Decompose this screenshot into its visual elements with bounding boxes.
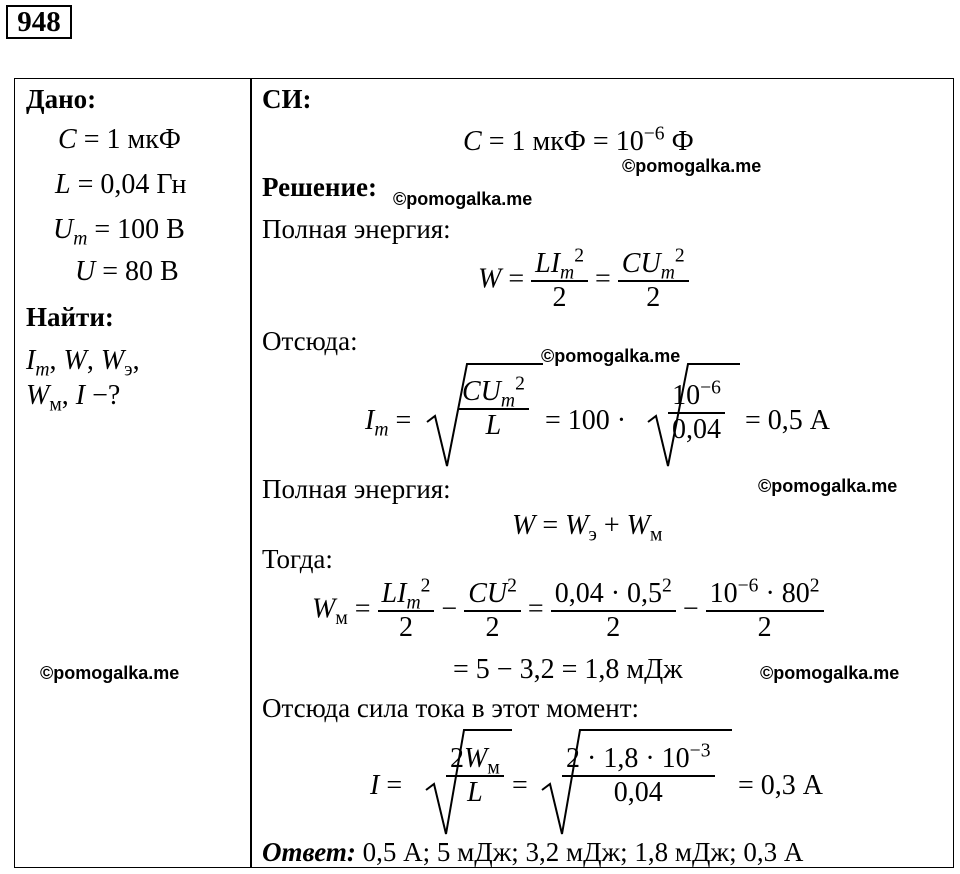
watermark: ©pomogalka.me [760,663,900,683]
answer-line [262,837,803,867]
watermark: ©pomogalka.me [758,476,898,496]
im-fraction: $\frac{CU_m^2}{L}$ [458,376,529,442]
equation-wm-result: = 5 − 3,2 = 1,8 мДж [453,654,683,685]
given-capacitance: C = 1 мкФ [58,124,181,155]
find-heading: Найти: [26,302,114,332]
i-result: = 0,3 А [738,770,824,801]
si-heading: СИ: [262,84,312,114]
im-rhs: = 100 · [545,405,627,436]
text-current: Отсюда сила тока в этот момент: [262,693,640,723]
watermark: ©pomogalka.me [40,663,180,683]
given-max-voltage: $U_m = 100$ В [53,214,185,250]
i-fraction: $\frac{2W_м}{L}$ [446,743,504,809]
answer-label: Ответ: [262,837,356,867]
problem-number: 948 [6,5,72,39]
im-result: = 0,5 А [745,405,831,436]
equation-energy: W = $\frac{LI_m^2}{2}$ = $\frac{CU_m^2}{2}$ [478,248,689,314]
watermark: ©pomogalka.me [622,156,762,176]
equation-wm: $W_м$ = $\frac{LI_m^2}{2}$ − $\frac{CU^2}{2}$ = $\frac{0,04 \cdot 0,5^2}{2}$ − $\frac{10^{-6} \cdot 80^2}{2}$ [312,578,824,644]
column-divider [250,78,252,868]
i-equals: = [512,770,528,801]
given-heading: Дано: [26,84,97,114]
i-inner-fraction: $\frac{2 \cdot 1,8 \cdot 10^{-3}}{0,04}$ [562,743,715,809]
watermark: ©pomogalka.me [541,346,681,366]
watermark: ©pomogalka.me [393,189,533,209]
text-full-energy: Полная энергия: [262,214,451,244]
text-full-energy-2: Полная энергия: [262,474,451,504]
given-voltage: U = 80 В [75,256,179,287]
given-inductance: L = 0,04 Гн [55,169,187,200]
find-line-2: $W_м$, I −? [26,380,121,416]
i-symbol: I = [370,770,403,801]
equation-sum: $W = W_э + W_м$ [512,510,663,546]
solution-heading: Решение: [262,172,377,202]
im-symbol: $I_m$ = [365,405,412,441]
im-inner-fraction: $\frac{10^{-6}}{0,04}$ [668,380,725,446]
answer-text: 0,5 А; 5 мДж; 3,2 мДж; 1,8 мДж; 0,3 А [362,837,804,867]
text-then: Тогда: [262,544,333,574]
find-line-1: $I_m$, W, $W_э$, [26,345,140,381]
si-conversion: C = 1 мкФ = $10^{-6}$ Ф [463,123,694,157]
text-hence: Отсюда: [262,326,358,356]
